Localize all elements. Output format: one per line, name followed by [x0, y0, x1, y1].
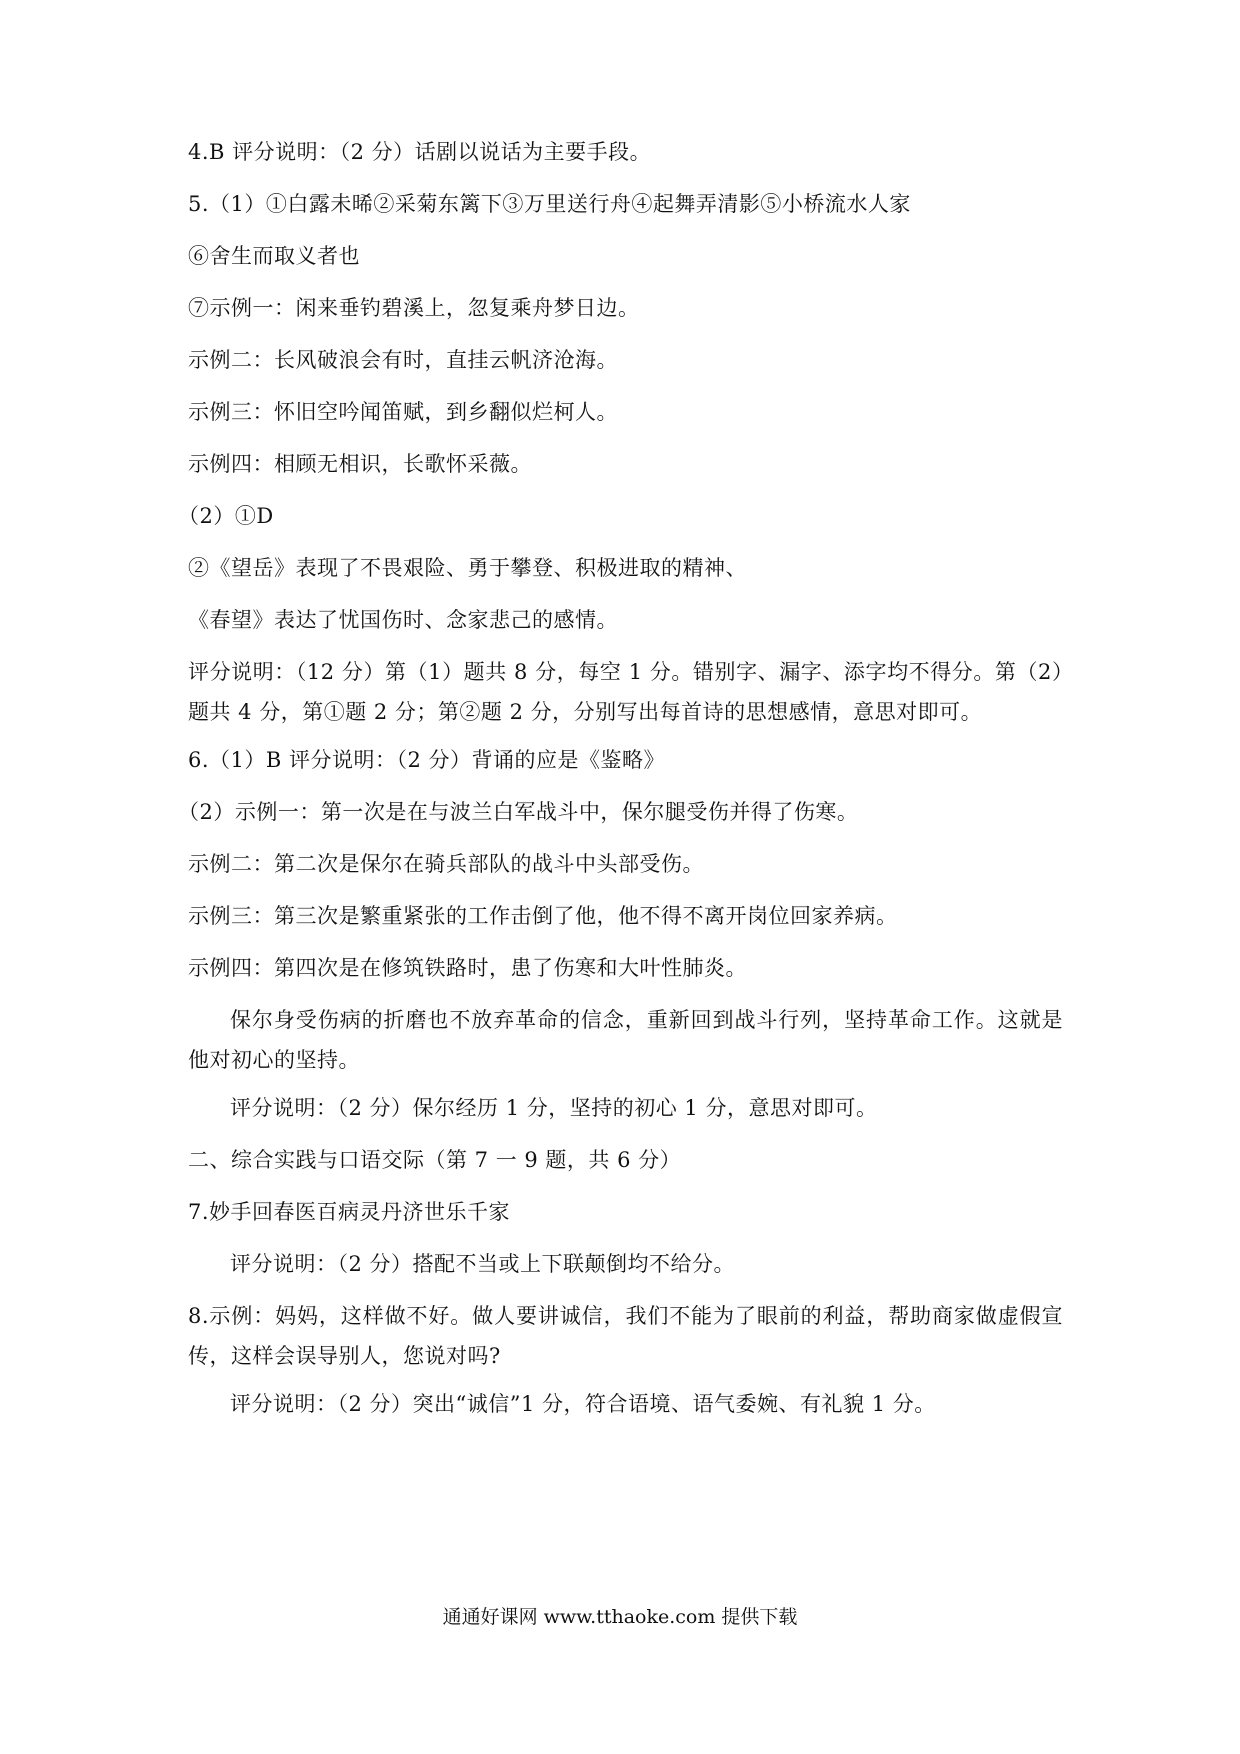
answer-5-example-3: 示例三：怀旧空吟闻笛赋，到乡翻似烂柯人。 [188, 400, 618, 424]
answer-5-1-6: ⑥舍生而取义者也 [188, 244, 360, 268]
answer-8: 8.示例：妈妈，这样做不好。做人要讲诚信，我们不能为了眼前的利益，帮助商家做虚假宣传，这样会误导别人，您说对吗? [188, 1304, 1063, 1368]
answer-6-example-3: 示例三：第三次是繁重紧张的工作击倒了他，他不得不离开岗位回家养病。 [188, 904, 898, 928]
answer-6-1: 6.（1）B 评分说明：（2 分）背诵的应是《鉴略》 [188, 748, 666, 772]
answer-5-2: （2）①D [178, 504, 274, 528]
answer-5-1-7-example-1: ⑦示例一：闲来垂钓碧溪上，忽复乘舟梦日边。 [188, 296, 640, 320]
answer-5-2-c: 《春望》表达了忧国伤时、念家悲己的感情。 [188, 608, 618, 632]
answer-4: 4.B 评分说明：（2 分）话剧以说话为主要手段。 [188, 140, 652, 164]
scoring-note-8: 评分说明：（2 分）突出“诚信”1 分，符合语境、语气委婉、有礼貌 1 分。 [230, 1392, 936, 1416]
answer-6-example-2: 示例二：第二次是保尔在骑兵部队的战斗中头部受伤。 [188, 852, 704, 876]
scoring-note-5: 评分说明：（12 分）第（1）题共 8 分，每空 1 分。错别字、漏字、添字均不得分。第（2）题共 4 分，第①题 2 分；第②题 2 分，分别写出每首诗的思想感情，意思对即可。 [188, 660, 1063, 724]
section-heading-2: 二、综合实践与口语交际（第 7 一 9 题，共 6 分） [188, 1148, 682, 1172]
answer-5-1: 5.（1）①白露未晞②采菊东篱下③万里送行舟④起舞弄清影⑤小桥流水人家 [188, 192, 911, 216]
answer-7: 7.妙手回春医百病灵丹济世乐千家 [188, 1200, 511, 1224]
answer-5-example-2: 示例二：长风破浪会有时，直挂云帆济沧海。 [188, 348, 618, 372]
page-footer: 通通好课网 www.tthaoke.com 提供下载 [442, 1606, 798, 1628]
answer-6-example-4: 示例四：第四次是在修筑铁路时，患了伤寒和大叶性肺炎。 [188, 956, 747, 980]
answer-6-summary: 保尔身受伤病的折磨也不放弃革命的信念，重新回到战斗行列，坚持革命工作。这就是他对初心的坚持。 [188, 1008, 1063, 1072]
answer-5-2-b: ②《望岳》表现了不畏艰险、勇于攀登、积极进取的精神、 [188, 556, 747, 580]
scoring-note-6: 评分说明：（2 分）保尔经历 1 分，坚持的初心 1 分，意思对即可。 [230, 1096, 878, 1120]
answer-5-example-4: 示例四：相顾无相识，长歌怀采薇。 [188, 452, 532, 476]
scoring-note-7: 评分说明：（2 分）搭配不当或上下联颠倒均不给分。 [230, 1252, 736, 1276]
answer-6-2: （2）示例一：第一次是在与波兰白军战斗中，保尔腿受伤并得了伤寒。 [178, 800, 859, 824]
